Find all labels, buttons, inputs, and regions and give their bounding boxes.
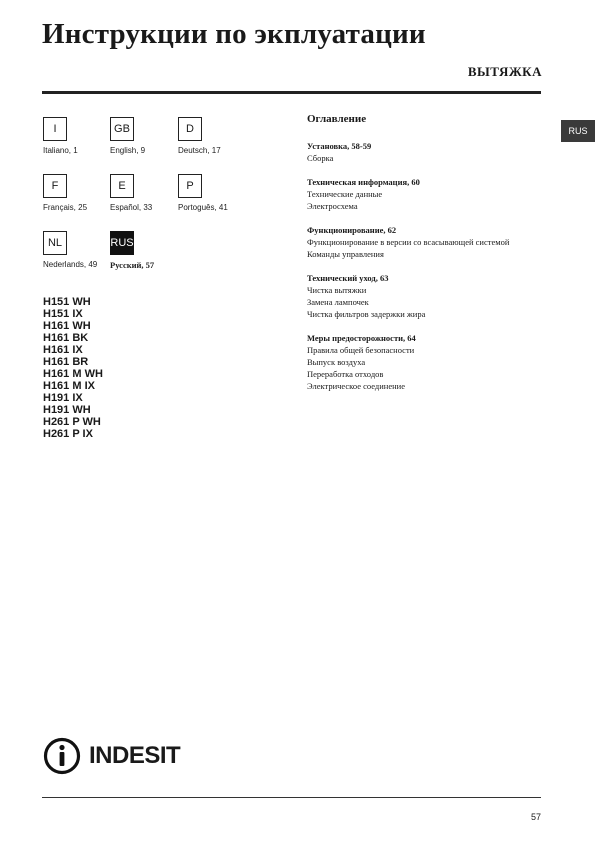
language-code-box[interactable]: GB xyxy=(110,117,134,141)
toc-item[interactable]: Правила общей безопасности xyxy=(307,345,415,355)
model-list xyxy=(43,296,103,440)
language-caption: Deutsch, 17 xyxy=(178,146,221,155)
language-caption: Español, 33 xyxy=(110,203,153,212)
language-code-box[interactable]: NL xyxy=(43,231,67,255)
toc-item[interactable]: Выпуск воздуха xyxy=(307,357,366,367)
toc-title: Оглавление xyxy=(307,113,367,125)
language-caption: Portoguês, 41 xyxy=(178,203,228,212)
model-item: H161 M IX xyxy=(43,380,95,392)
model-item: H161 BR xyxy=(43,356,89,368)
language-caption: English, 9 xyxy=(110,146,146,155)
language-caption: Nederlands, 49 xyxy=(43,260,98,269)
toc-item[interactable]: Электросхема xyxy=(307,201,358,211)
document-subtitle: ВЫТЯЖКА xyxy=(467,64,542,79)
toc-section-maintenance xyxy=(307,272,547,320)
model-item: H191 IX xyxy=(43,392,83,404)
toc-item[interactable]: Технические данные xyxy=(307,189,383,199)
language-code-box[interactable]: I xyxy=(43,117,67,141)
model-item: H261 P WH xyxy=(43,416,101,428)
language-code-box[interactable]: D xyxy=(178,117,202,141)
toc-heading[interactable]: Функционирование, 62 xyxy=(307,225,397,235)
toc-heading[interactable]: Технический уход, 63 xyxy=(307,273,389,283)
brand-logo xyxy=(43,734,180,778)
toc-item[interactable]: Сборка xyxy=(307,153,334,163)
language-code-box[interactable]: RUS xyxy=(110,231,134,255)
model-item: H161 IX xyxy=(43,344,83,356)
model-item: H151 IX xyxy=(43,308,83,320)
toc-section-installation xyxy=(307,140,547,164)
toc-item[interactable]: Переработка отходов xyxy=(307,369,384,379)
language-entry-german[interactable] xyxy=(178,117,258,155)
toc-item[interactable]: Чистка вытяжки xyxy=(307,285,367,295)
language-code-box[interactable]: F xyxy=(43,174,67,198)
toc-heading[interactable]: Техническая информация, 60 xyxy=(307,177,420,187)
toc-item[interactable]: Команды управления xyxy=(307,249,384,259)
language-caption: Italiano, 1 xyxy=(43,146,78,155)
indesit-logo-icon xyxy=(43,736,81,776)
model-item: H151 WH xyxy=(43,296,91,308)
model-item: H161 WH xyxy=(43,320,91,332)
brand-name: INDESIT xyxy=(89,742,181,769)
toc-heading[interactable]: Меры предосторожности, 64 xyxy=(307,333,416,343)
language-caption: Русский, 57 xyxy=(110,260,155,270)
toc-item[interactable]: Замена лампочек xyxy=(307,297,369,307)
language-code-box[interactable]: P xyxy=(178,174,202,198)
language-entry-portuguese[interactable] xyxy=(178,174,258,212)
toc-item[interactable]: Электрическое соединение xyxy=(307,381,405,391)
top-divider xyxy=(42,91,541,94)
toc-heading[interactable]: Установка, 58-59 xyxy=(307,141,372,151)
page-title: Инструкции по экплуатации xyxy=(42,18,426,50)
language-entry-russian[interactable] xyxy=(110,231,190,270)
bottom-divider xyxy=(42,797,541,798)
model-item: H161 M WH xyxy=(43,368,103,380)
model-item: H261 P IX xyxy=(43,428,93,440)
toc-section-safety xyxy=(307,332,547,392)
toc-item[interactable]: Функционирование в версии со всасывающей системой xyxy=(307,237,510,247)
model-item: H161 BK xyxy=(43,332,89,344)
page-number: 57 xyxy=(530,812,541,822)
table-of-contents xyxy=(307,113,547,404)
toc-item[interactable]: Чистка фильтров задержки жира xyxy=(307,309,426,319)
toc-section-technical-info xyxy=(307,176,547,212)
language-side-tab: RUS xyxy=(561,120,595,142)
toc-section-operation xyxy=(307,224,547,260)
model-item: H191 WH xyxy=(43,404,91,416)
language-caption: Français, 25 xyxy=(43,203,88,212)
language-code-box[interactable]: E xyxy=(110,174,134,198)
